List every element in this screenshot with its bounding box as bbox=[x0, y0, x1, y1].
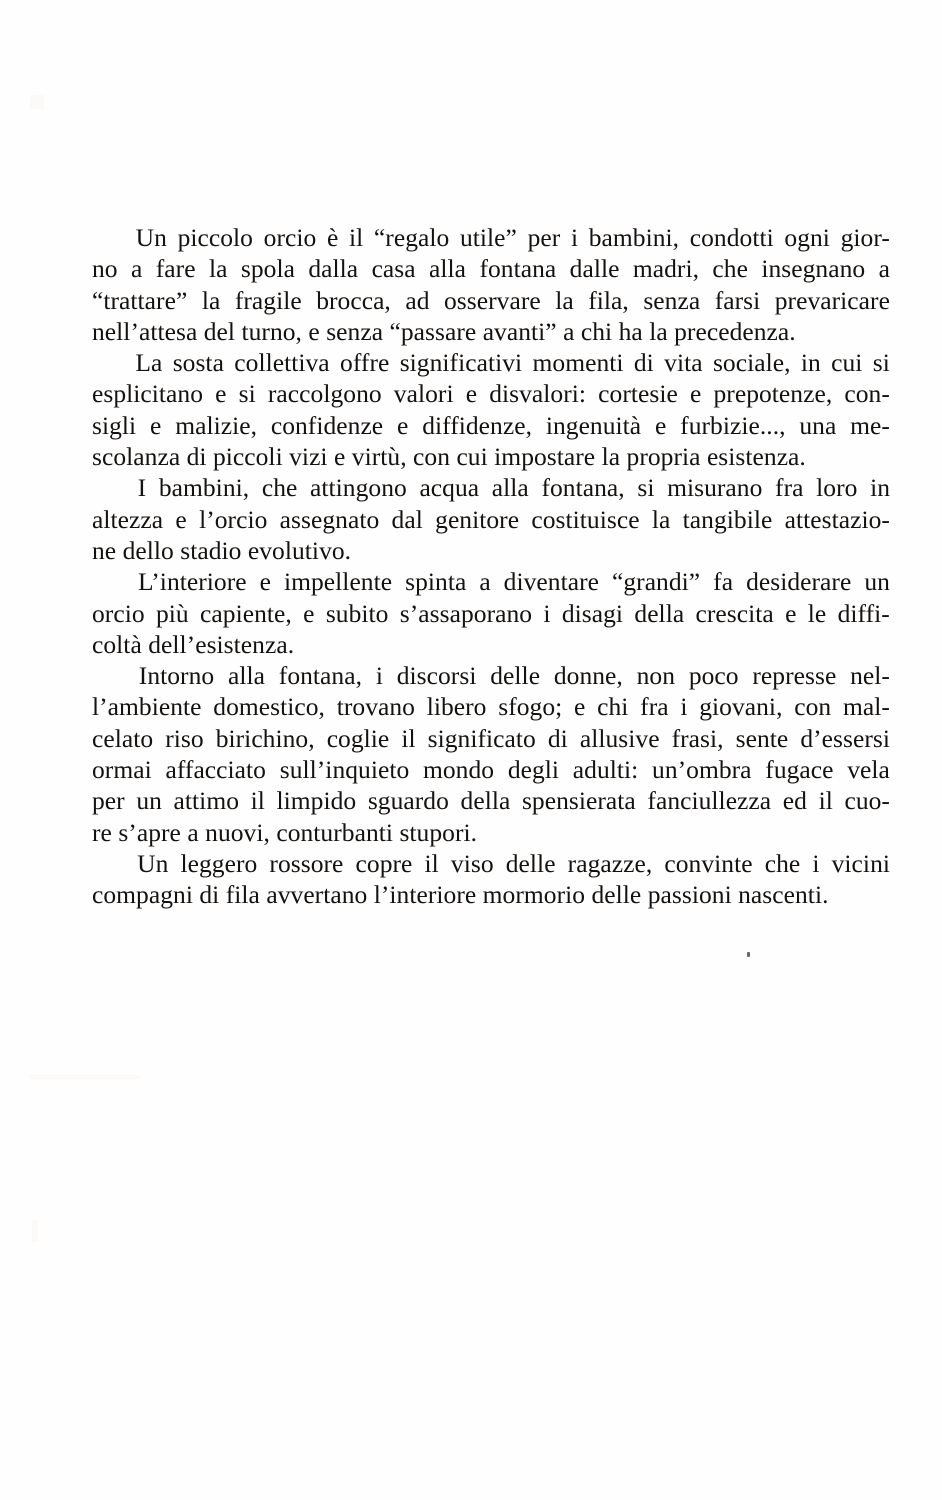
text-line: ormai affacciato sull’inquieto mondo degli adulti: un’ombra fugace vela bbox=[92, 755, 890, 785]
paragraph bbox=[92, 222, 890, 347]
text-line: re s’apre a nuovi, conturbanti stupori. bbox=[92, 817, 478, 847]
text-line: ne dello stadio evolutivo. bbox=[92, 535, 352, 565]
body-text bbox=[92, 222, 890, 911]
text-line: l’ambiente domestico, trovano libero sfogo; e chi fra i giovani, con mal- bbox=[92, 692, 890, 722]
paragraph bbox=[92, 347, 890, 472]
paragraph bbox=[92, 848, 890, 911]
paragraph bbox=[92, 472, 890, 566]
text-line: “trattare” la fragile brocca, ad osservare la fila, senza farsi prevaricare bbox=[92, 285, 890, 315]
text-line: per un attimo il limpido sguardo della spensierata fanciullezza ed il cuo- bbox=[92, 786, 890, 816]
scan-speck bbox=[747, 952, 750, 957]
scan-artifact bbox=[30, 1075, 140, 1079]
text-line: Intorno alla fontana, i discorsi delle donne, non poco represse nel- bbox=[138, 661, 890, 691]
text-line: sigli e malizie, confidenze e diffidenze, ingenuità e furbizie..., una me- bbox=[92, 410, 890, 440]
text-line: orcio più capiente, e subito s’assaporano i disagi della crescita e le diffi- bbox=[92, 598, 890, 628]
text-line: no a fare la spola dalla casa alla fontana dalle madri, che insegnano a bbox=[92, 254, 890, 284]
text-line: scolanza di piccoli vizi e virtù, con cui impostare la propria esistenza. bbox=[92, 442, 806, 472]
text-line: nell’attesa del turno, e senza “passare avanti” a chi ha la precedenza. bbox=[92, 316, 796, 346]
text-line: altezza e l’orcio assegnato dal genitore costituisce la tangibile attestazio- bbox=[92, 504, 890, 534]
text-line: L’interiore e impellente spinta a diventare “grandi” fa desiderare un bbox=[137, 567, 890, 597]
text-line: compagni di fila avvertano l’interiore mormorio delle passioni nascenti. bbox=[92, 880, 829, 910]
text-line: Un leggero rossore copre il viso delle ragazze, convinte che i vicini bbox=[137, 848, 890, 878]
paragraph bbox=[92, 660, 890, 848]
paragraph bbox=[92, 566, 890, 660]
text-line: I bambini, che attingono acqua alla fontana, si misurano fra loro in bbox=[137, 473, 890, 503]
text-line: La sosta collettiva offre significativi momenti di vita sociale, in cui si bbox=[135, 348, 890, 378]
text-line: celato riso birichino, coglie il significato di allusive frasi, sente d’essersi bbox=[92, 723, 890, 753]
scan-artifact bbox=[32, 1220, 38, 1242]
scan-artifact bbox=[30, 95, 44, 109]
text-line: Un piccolo orcio è il “regalo utile” per i bambini, condotti ogni gior- bbox=[135, 223, 890, 252]
text-line: coltà dell’esistenza. bbox=[92, 629, 295, 659]
text-line: esplicitano e si raccolgono valori e disvalori: cortesie e prepotenze, con- bbox=[92, 379, 890, 409]
